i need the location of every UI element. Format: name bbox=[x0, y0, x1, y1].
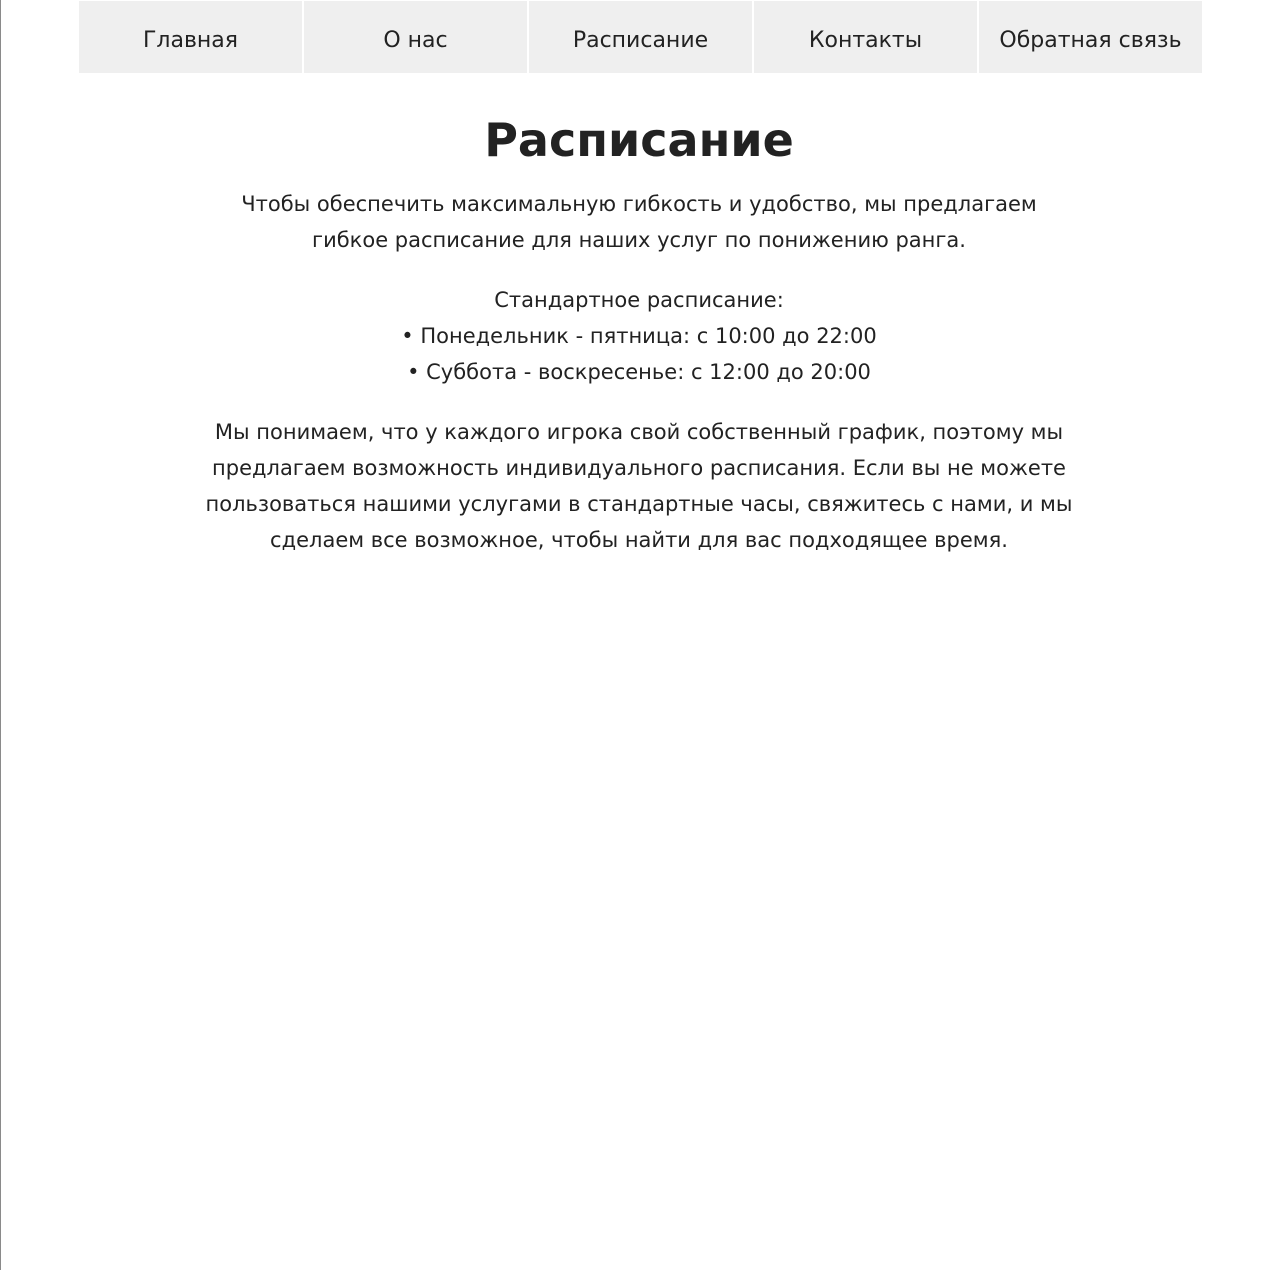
intro-paragraph: Чтобы обеспечить максимальную гибкость и удобство, мы предлагаем гибкое расписание для наших услуг по понижению ранга. bbox=[241, 192, 1037, 252]
schedule-heading: Стандартное расписание: bbox=[494, 288, 784, 312]
nav-item-contacts[interactable]: Контакты bbox=[754, 1, 979, 73]
nav-item-schedule[interactable]: Расписание bbox=[529, 1, 754, 73]
main-content bbox=[0, 100, 1278, 558]
schedule-line-weekend: • Суббота - воскресенье: с 12:00 до 20:00 bbox=[407, 360, 871, 384]
nav-item-about[interactable]: О нас bbox=[304, 1, 529, 73]
standard-schedule bbox=[229, 282, 1049, 390]
main-navigation bbox=[79, 1, 1202, 73]
individual-schedule-paragraph: Мы понимаем, что у каждого игрока свой собственный график, поэтому мы предлагаем возможность индивидуального расписания. Если вы не можете пользоваться нашими услугами в стандартные часы, свяжитесь с нами, и мы сделаем все возможное, чтобы найти для вас подходящее время. bbox=[205, 420, 1073, 552]
page-title: Расписание bbox=[484, 113, 794, 167]
nav-item-home[interactable]: Главная bbox=[79, 1, 304, 73]
nav-item-feedback[interactable]: Обратная связь bbox=[979, 1, 1202, 73]
schedule-line-weekdays: • Понедельник - пятница: с 10:00 до 22:00 bbox=[401, 324, 877, 348]
